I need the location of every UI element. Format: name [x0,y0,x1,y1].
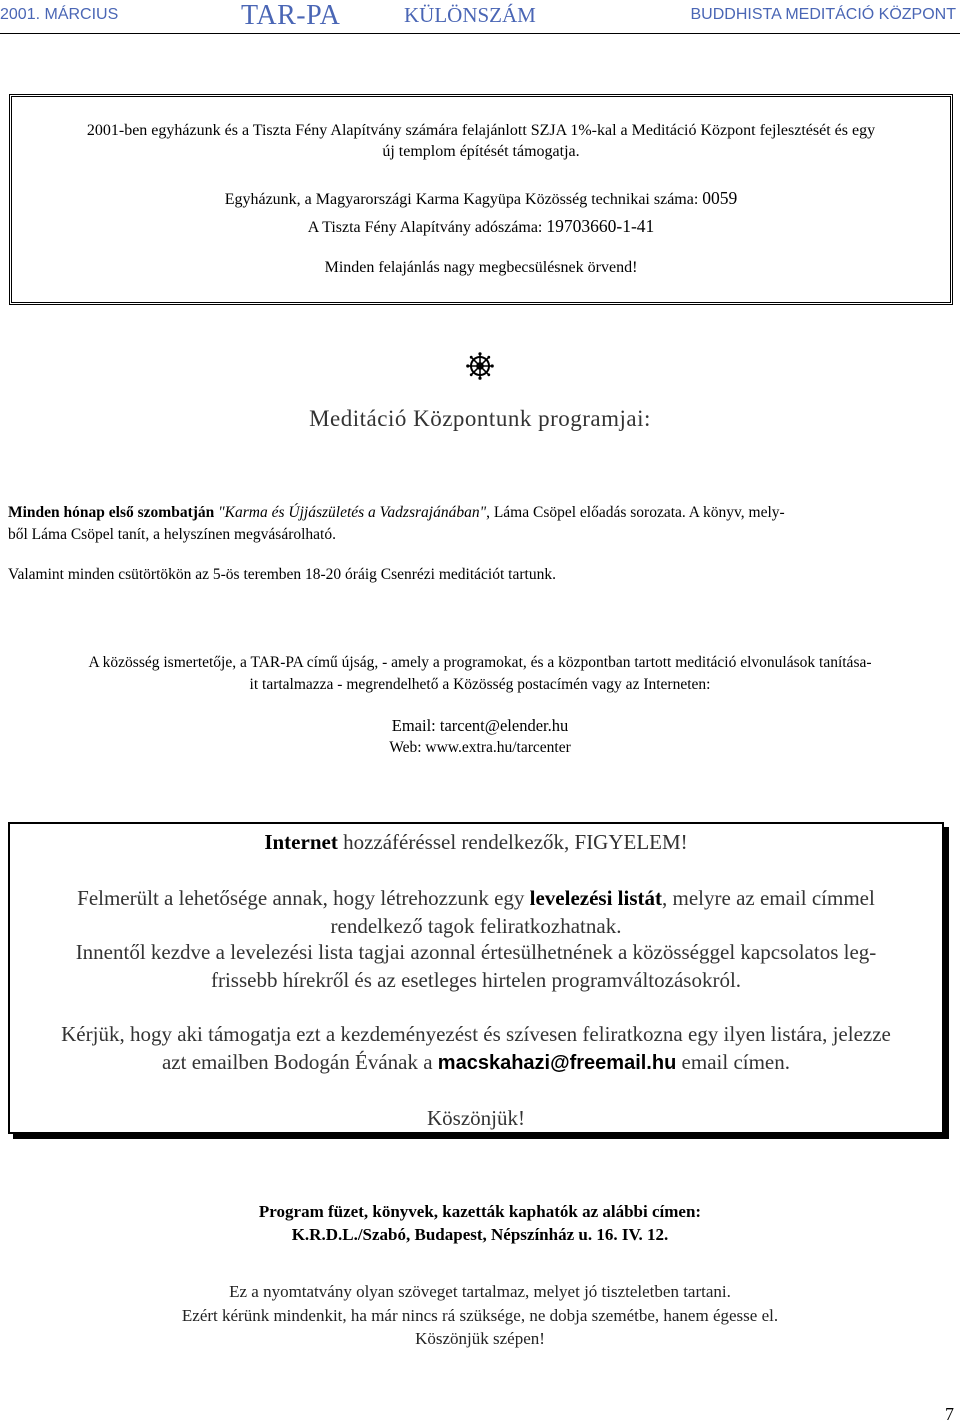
mailing-list-box [8,822,944,1134]
community-tax-value: 0059 [702,188,738,208]
page-number: 7 [945,1404,954,1424]
donation-box [9,94,953,305]
newsletter-title: TAR-PA [241,0,341,31]
footer-note-1: Ez a nyomtatvány olyan szöveget tartalmaz, melyet jó tiszteletben tartani. [229,1282,731,1301]
community-tax-label: Egyházunk, a Magyarországi Karma Kagyüpa Közösség technikai száma: [224,191,699,208]
mailing-list-title [10,830,942,855]
mailing-list-p1-text-a: Felmerült a lehetősége annak, hogy létrehozzunk egy [77,886,525,910]
foundation-tax-number [12,216,950,237]
mailing-list-p3-line2 [10,1050,942,1075]
shop-address: K.R.D.L./Szabó, Budapest, Népszínház u. 16. IV. 12. [291,1225,669,1244]
donation-thanks: Minden felajánlás nagy megbecsülésnek örvend! [324,259,638,276]
header-rule [0,33,960,34]
header-organization: BUDDHISTA MEDITÁCIÓ KÖZPONT [690,6,956,23]
program-1-date: Minden hónap első szombatján [8,504,215,521]
mailing-list-title-rest: hozzáféréssel rendelkezők, FIGYELEM! [343,830,688,854]
mailing-list-p1-line2: rendelkező tagok feliratkozhatnak. [330,914,622,938]
newsletter-email: Email: tarcent@elender.hu [391,716,569,735]
mailing-list-contact-email: macskahazi@freemail.hu [437,1052,677,1074]
footer-note-2: Ezért kérünk mindenkit, ha már nincs rá szüksége, ne dobja szemétbe, hanem égesse el. [181,1306,779,1325]
mailing-list-p2-line1: Innentől kezdve a levelezési lista tagjai azonnal értesülhetnének a közösséggel kapcsolatos leg- [75,940,877,964]
foundation-tax-value: 19703660-1-41 [546,216,655,236]
foundation-tax-label: A Tiszta Fény Alapítvány adószáma: [307,219,543,236]
newsletter-line-2: it tartalmazza - megrendelhető a Közösség postacímén vagy az Interneten: [249,676,711,693]
donation-line-2: új templom építését támogatja. [382,143,580,160]
mailing-list-p3-text-b: email címen. [681,1050,791,1074]
program-1-line-2: ből Láma Csöpel tanít, a helyszínen megvásárolható. [8,526,336,543]
program-1-title: "Karma és Újjászületés a Vadzsrajánában" [218,504,487,521]
mailing-list-p1-bold: levelezési listát [529,886,663,910]
special-edition-label: KÜLÖNSZÁM [404,3,536,27]
donation-line-1: 2001-ben egyházunk és a Tiszta Fény Alapítvány számára felajánlott SZJA 1%-kal a Meditáció Központ fejlesztését és egy [86,122,876,139]
footer-note-3: Köszönjük szépen! [415,1329,545,1348]
mailing-list-p1-text-b: , melyre az email címmel [662,886,875,910]
program-paragraph-1 [8,502,952,546]
dharma-wheel-icon [466,352,494,380]
mailing-list-p1-line1 [10,886,942,911]
header-date: 2001. MÁRCIUS [0,6,119,23]
program-paragraph-2: Valamint minden csütörtökön az 5-ös teremben 18-20 óráig Csenrézi meditációt tartunk. [8,566,556,583]
shop-address-heading: Program füzet, könyvek, kazetták kaphatók az alábbi címen: [258,1202,702,1221]
community-tax-number [12,188,950,209]
newsletter-web: Web: www.extra.hu/tarcenter [389,739,571,756]
program-1-description: , Láma Csöpel előadás sorozata. A könyv, mely- [486,504,785,521]
mailing-list-p2-line2: frissebb hírekről és az esetleges hirtelen programváltozásokról. [210,968,742,992]
mailing-list-thanks: Köszönjük! [427,1106,525,1130]
programs-heading: Meditáció Központunk programjai: [309,406,651,431]
newsletter-info [8,652,952,696]
mailing-list-p3-line1: Kérjük, hogy aki támogatja ezt a kezdeményezést és szívesen feliratkozna egy ilyen listára, jelezze [61,1022,891,1046]
mailing-list-title-bold: Internet [264,830,338,854]
newsletter-line-1: A közösség ismertetője, a TAR-PA című újság, - amely a programokat, és a központban tartott meditáció elvonulások tanítása- [88,654,872,671]
mailing-list-p3-text-a: azt emailben Bodogán Évának a [161,1050,433,1074]
